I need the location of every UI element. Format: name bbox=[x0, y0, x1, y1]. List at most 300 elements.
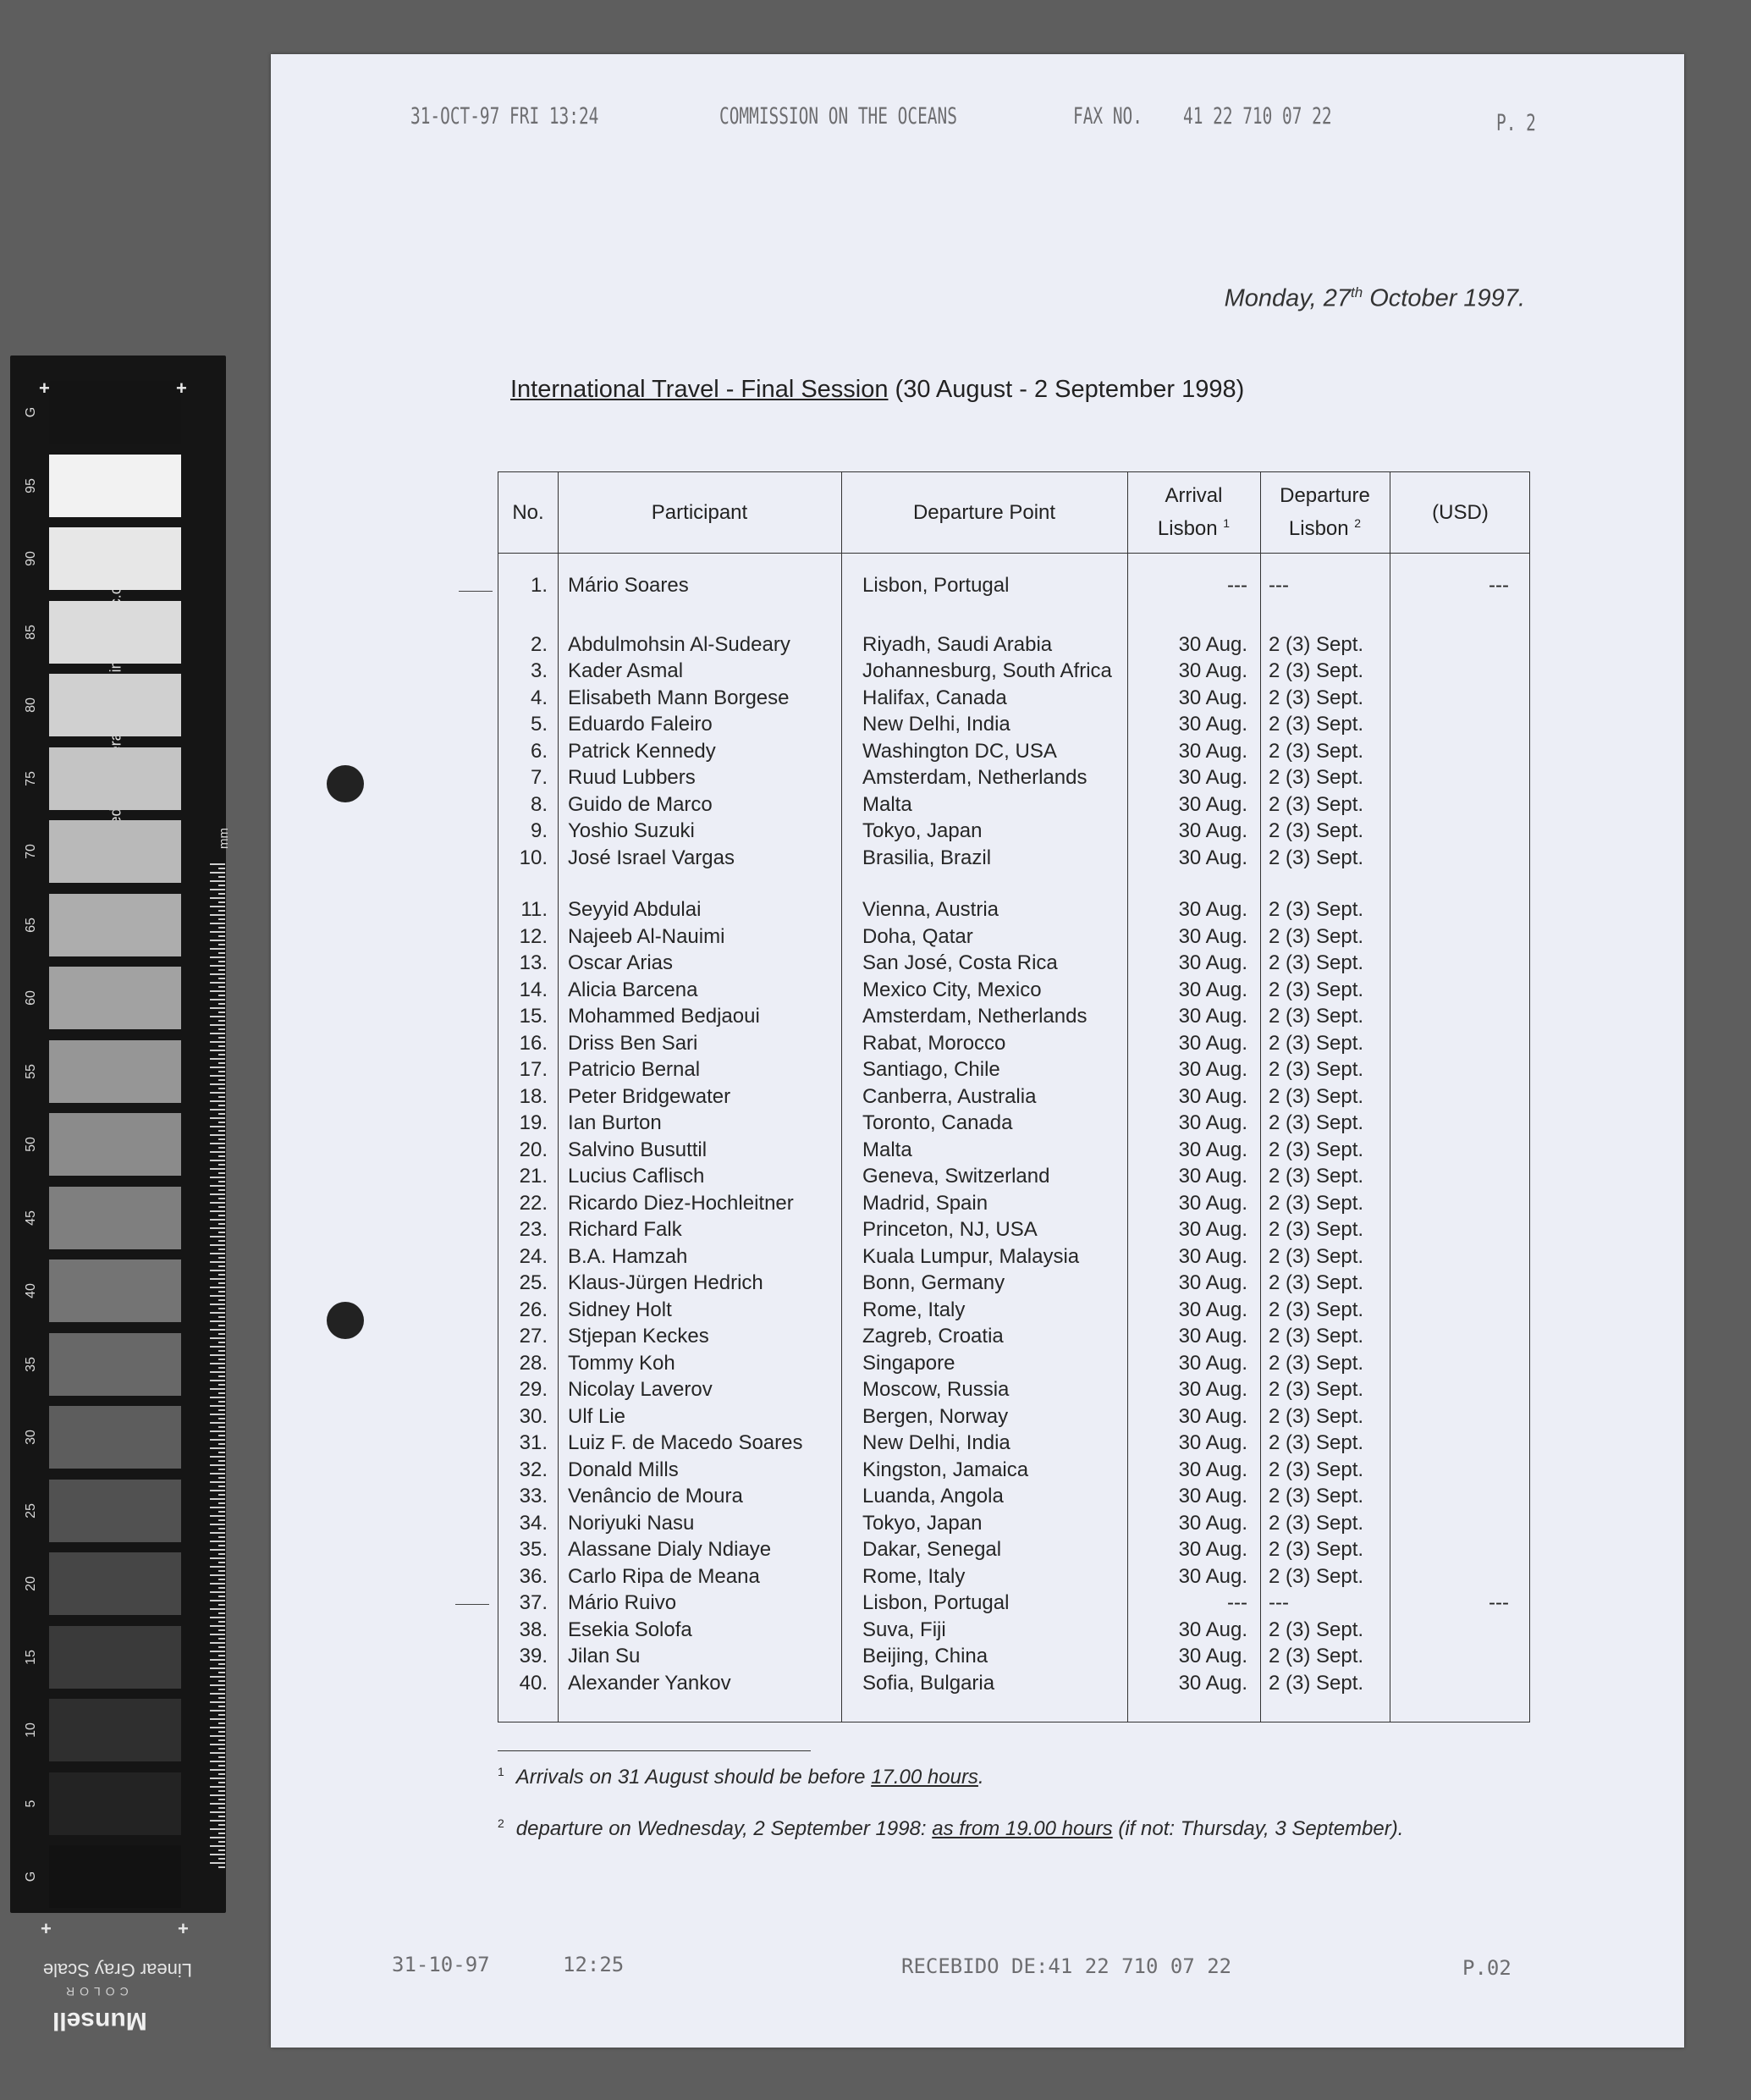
departure-lisbon: 2 (3) Sept. bbox=[1269, 1458, 1364, 1481]
row-number: 33. bbox=[519, 1485, 548, 1507]
table-row bbox=[498, 793, 1529, 819]
departure-lisbon: 2 (3) Sept. bbox=[1269, 1191, 1364, 1215]
row-number: 30. bbox=[519, 1404, 548, 1428]
gray-scale-card bbox=[10, 356, 231, 2035]
participant-name: José Israel Vargas bbox=[568, 846, 735, 869]
footnote-1: $^1$ Arrivals on 31 August should be before 17.00 hours. bbox=[498, 1765, 984, 1789]
departure-lisbon: 2 (3) Sept. bbox=[1269, 978, 1364, 1001]
punch-hole bbox=[327, 765, 364, 802]
margin-mark bbox=[459, 591, 493, 592]
fax-footer-page: P.02 bbox=[1462, 1956, 1511, 1980]
header-departure-lisbon: Departure Lisbon $^2$ bbox=[1280, 484, 1370, 540]
departure-point: Washington DC, USA bbox=[862, 739, 1057, 763]
gray-patch bbox=[49, 527, 181, 590]
departure-lisbon: 2 (3) Sept. bbox=[1269, 924, 1364, 948]
table-row bbox=[498, 1591, 1529, 1618]
table-row bbox=[498, 1218, 1529, 1244]
departure-lisbon: 2 (3) Sept. bbox=[1269, 1511, 1364, 1535]
table-row bbox=[498, 1672, 1529, 1698]
row-number: 12. bbox=[519, 924, 548, 948]
table-row bbox=[498, 1378, 1529, 1404]
arrival-lisbon: 30 Aug. bbox=[1178, 1458, 1247, 1481]
table-row bbox=[498, 1165, 1529, 1191]
departure-point: Brasilia, Brazil bbox=[862, 846, 992, 869]
arrival-lisbon: 30 Aug. bbox=[1178, 1671, 1247, 1695]
participant-name: Stjepan Keckes bbox=[568, 1325, 709, 1348]
table-row bbox=[498, 1352, 1529, 1378]
row-number: 23. bbox=[519, 1218, 548, 1241]
margin-mark bbox=[455, 1604, 489, 1605]
arrival-lisbon: 30 Aug. bbox=[1178, 924, 1247, 948]
row-number: 28. bbox=[519, 1351, 548, 1375]
table-row bbox=[498, 1058, 1529, 1084]
participant-name: Peter Bridgewater bbox=[568, 1084, 731, 1108]
arrival-lisbon: 30 Aug. bbox=[1178, 792, 1247, 816]
departure-lisbon: 2 (3) Sept. bbox=[1269, 846, 1364, 869]
departure-point: Rabat, Morocco bbox=[862, 1031, 1006, 1055]
table-row bbox=[498, 1325, 1529, 1351]
registration-mark: + bbox=[41, 1918, 52, 1939]
arrival-lisbon: 30 Aug. bbox=[1178, 819, 1247, 842]
arrival-lisbon: 30 Aug. bbox=[1178, 1618, 1247, 1641]
table-row bbox=[498, 1431, 1529, 1458]
departure-lisbon: 2 (3) Sept. bbox=[1269, 1378, 1364, 1401]
gray-patch-label: 40 bbox=[24, 1283, 38, 1298]
departure-point: Kuala Lumpur, Malaysia bbox=[862, 1244, 1080, 1268]
arrival-lisbon: 30 Aug. bbox=[1178, 1378, 1247, 1401]
fax-header-page: P. 2 bbox=[1496, 110, 1536, 136]
gray-patch bbox=[49, 747, 181, 810]
table-row bbox=[498, 1405, 1529, 1431]
departure-point: Kingston, Jamaica bbox=[862, 1458, 1029, 1481]
arrival-lisbon: 30 Aug. bbox=[1178, 659, 1247, 682]
row-number: 37. bbox=[519, 1591, 548, 1614]
departure-point: Madrid, Spain bbox=[862, 1191, 988, 1215]
gray-patch-label: 80 bbox=[24, 697, 38, 713]
header-no: No. bbox=[512, 500, 544, 524]
arrival-lisbon: 30 Aug. bbox=[1178, 898, 1247, 921]
row-number: 17. bbox=[519, 1058, 548, 1081]
fax-header-sender: COMMISSION ON THE OCEANS bbox=[719, 103, 957, 130]
arrival-lisbon: 30 Aug. bbox=[1178, 1244, 1247, 1268]
arrival-lisbon: 30 Aug. bbox=[1178, 1645, 1247, 1667]
gray-patch bbox=[49, 1626, 181, 1689]
gray-patch bbox=[49, 1699, 181, 1761]
gray-patch bbox=[49, 1845, 181, 1908]
gray-patch bbox=[49, 1772, 181, 1835]
participant-name: Kader Asmal bbox=[568, 659, 684, 682]
departure-lisbon: 2 (3) Sept. bbox=[1269, 951, 1364, 974]
gray-patch-label: 95 bbox=[24, 477, 38, 493]
departure-point: Tokyo, Japan bbox=[862, 819, 983, 842]
departure-point: Vienna, Austria bbox=[862, 898, 999, 921]
gray-patch-label: 10 bbox=[24, 1722, 38, 1738]
departure-lisbon: 2 (3) Sept. bbox=[1269, 1111, 1364, 1134]
punch-hole bbox=[327, 1302, 364, 1339]
participant-name: Salvino Busuttil bbox=[568, 1138, 708, 1161]
participant-name: Mohammed Bedjaoui bbox=[568, 1005, 760, 1028]
arrival-lisbon: 30 Aug. bbox=[1178, 686, 1247, 709]
participant-name: Najeeb Al-Nauimi bbox=[568, 924, 725, 948]
departure-point: San José, Costa Rica bbox=[862, 951, 1058, 974]
departure-lisbon: 2 (3) Sept. bbox=[1269, 1431, 1364, 1454]
arrival-lisbon: 30 Aug. bbox=[1178, 632, 1247, 656]
row-number: 39. bbox=[519, 1645, 548, 1667]
header-departure-point: Departure Point bbox=[912, 500, 1056, 524]
gray-patch-label: 5 bbox=[24, 1800, 38, 1807]
departure-point: Bergen, Norway bbox=[862, 1404, 1009, 1428]
participant-name: Yoshio Suzuki bbox=[568, 819, 695, 842]
departure-point: Beijing, China bbox=[862, 1645, 988, 1667]
departure-point: Doha, Qatar bbox=[862, 924, 973, 948]
arrival-lisbon: 30 Aug. bbox=[1178, 1511, 1247, 1535]
participant-name: Ian Burton bbox=[568, 1111, 662, 1134]
table-row bbox=[498, 1271, 1529, 1298]
gray-patch bbox=[49, 820, 181, 883]
arrival-lisbon: 30 Aug. bbox=[1178, 1191, 1247, 1215]
row-number: 9. bbox=[530, 819, 548, 842]
gray-patch-label: 60 bbox=[24, 990, 38, 1006]
departure-point: Mexico City, Mexico bbox=[862, 978, 1042, 1001]
table-row bbox=[498, 574, 1529, 600]
registration-mark: + bbox=[176, 378, 187, 399]
departure-point: Lisbon, Portugal bbox=[862, 1591, 1010, 1614]
row-number: 24. bbox=[519, 1244, 548, 1268]
participant-name: Oscar Arias bbox=[568, 951, 674, 974]
departure-lisbon: 2 (3) Sept. bbox=[1269, 792, 1364, 816]
header-arrival-lisbon: Arrival Lisbon $^1$ bbox=[1157, 484, 1231, 540]
gray-patch-label: 45 bbox=[24, 1210, 38, 1226]
departure-lisbon: 2 (3) Sept. bbox=[1269, 1138, 1364, 1161]
gray-patch-label: 30 bbox=[24, 1430, 38, 1445]
departure-point: New Delhi, India bbox=[862, 1431, 1010, 1454]
table-row bbox=[498, 1085, 1529, 1111]
gray-patch bbox=[49, 1259, 181, 1322]
departure-point: Santiago, Chile bbox=[862, 1058, 1000, 1081]
gray-patch bbox=[49, 601, 181, 664]
departure-lisbon: 2 (3) Sept. bbox=[1269, 1618, 1364, 1641]
departure-point: Amsterdam, Netherlands bbox=[862, 766, 1087, 789]
arrival-lisbon: 30 Aug. bbox=[1178, 766, 1247, 789]
departure-lisbon: 2 (3) Sept. bbox=[1269, 819, 1364, 842]
table-row bbox=[498, 846, 1529, 873]
departure-point: Canberra, Australia bbox=[862, 1084, 1037, 1108]
fax-footer-date: 31-10-97 bbox=[392, 1953, 490, 1976]
participant-name: Sidney Holt bbox=[568, 1298, 672, 1321]
departure-point: Dakar, Senegal bbox=[862, 1538, 1002, 1561]
gray-patch-label: 35 bbox=[24, 1356, 38, 1372]
gray-patch bbox=[49, 1113, 181, 1176]
arrival-lisbon: 30 Aug. bbox=[1178, 1325, 1247, 1348]
departure-lisbon: 2 (3) Sept. bbox=[1269, 1244, 1364, 1268]
departure-point: Malta bbox=[862, 1138, 912, 1161]
participant-name: Ricardo Diez-Hochleitner bbox=[568, 1191, 794, 1215]
arrival-lisbon: 30 Aug. bbox=[1178, 1271, 1247, 1294]
row-number: 35. bbox=[519, 1538, 548, 1561]
departure-lisbon: --- bbox=[1269, 1591, 1289, 1614]
table-row bbox=[498, 740, 1529, 766]
row-number: 14. bbox=[519, 978, 548, 1001]
arrival-lisbon: 30 Aug. bbox=[1178, 1058, 1247, 1081]
participant-name: Tommy Koh bbox=[568, 1351, 675, 1375]
usd-amount: --- bbox=[1489, 574, 1509, 597]
departure-point: Riyadh, Saudi Arabia bbox=[862, 632, 1053, 656]
row-number: 26. bbox=[519, 1298, 548, 1321]
row-number: 5. bbox=[530, 713, 548, 736]
arrival-lisbon: 30 Aug. bbox=[1178, 846, 1247, 869]
table-row bbox=[498, 1618, 1529, 1645]
fax-header-timestamp: 31-OCT-97 FRI 13:24 bbox=[410, 103, 599, 130]
departure-lisbon: --- bbox=[1269, 574, 1289, 597]
arrival-lisbon: 30 Aug. bbox=[1178, 1431, 1247, 1454]
arrival-lisbon: --- bbox=[1227, 1591, 1247, 1614]
row-number: 21. bbox=[519, 1165, 548, 1188]
departure-lisbon: 2 (3) Sept. bbox=[1269, 1058, 1364, 1081]
participant-name: Elisabeth Mann Borgese bbox=[568, 686, 790, 709]
registration-mark: + bbox=[39, 378, 50, 399]
gray-patch-label: 75 bbox=[24, 770, 38, 786]
row-number: 7. bbox=[530, 766, 548, 789]
fax-header-label: FAX NO. bbox=[1073, 103, 1143, 130]
departure-point: Lisbon, Portugal bbox=[862, 574, 1010, 597]
mm-ruler-fine bbox=[218, 863, 225, 1871]
departure-point: Luanda, Angola bbox=[862, 1485, 1004, 1507]
participant-name: Ulf Lie bbox=[568, 1404, 626, 1428]
table-row bbox=[498, 766, 1529, 792]
gray-patch bbox=[49, 1480, 181, 1542]
departure-lisbon: 2 (3) Sept. bbox=[1269, 1404, 1364, 1428]
table-row bbox=[498, 1032, 1529, 1058]
header-participant: Participant bbox=[651, 500, 748, 524]
gray-patch bbox=[49, 967, 181, 1029]
table-row bbox=[498, 1512, 1529, 1538]
participant-name: Alassane Dialy Ndiaye bbox=[568, 1538, 772, 1561]
gray-patch-label: 55 bbox=[24, 1063, 38, 1079]
arrival-lisbon: 30 Aug. bbox=[1178, 1111, 1247, 1134]
table-row bbox=[498, 686, 1529, 713]
arrival-lisbon: 30 Aug. bbox=[1178, 1298, 1247, 1321]
participant-name: Mário Ruivo bbox=[568, 1591, 677, 1614]
departure-point: Singapore bbox=[862, 1351, 955, 1375]
departure-lisbon: 2 (3) Sept. bbox=[1269, 1165, 1364, 1188]
table-row bbox=[498, 978, 1529, 1005]
departure-lisbon: 2 (3) Sept. bbox=[1269, 713, 1364, 736]
departure-lisbon: 2 (3) Sept. bbox=[1269, 1031, 1364, 1055]
table-row bbox=[498, 633, 1529, 659]
participant-name: Eduardo Faleiro bbox=[568, 713, 713, 736]
departure-lisbon: 2 (3) Sept. bbox=[1269, 1325, 1364, 1348]
table-row bbox=[498, 1111, 1529, 1138]
gray-patch bbox=[49, 381, 181, 444]
arrival-lisbon: 30 Aug. bbox=[1178, 978, 1247, 1001]
arrival-lisbon: 30 Aug. bbox=[1178, 1564, 1247, 1588]
arrival-lisbon: 30 Aug. bbox=[1178, 1485, 1247, 1507]
departure-lisbon: 2 (3) Sept. bbox=[1269, 898, 1364, 921]
departure-point: Princeton, NJ, USA bbox=[862, 1218, 1038, 1241]
gray-patch-label: 85 bbox=[24, 624, 38, 640]
participant-name: Alicia Barcena bbox=[568, 978, 698, 1001]
table-row bbox=[498, 898, 1529, 924]
fax-header-number: 41 22 710 07 22 bbox=[1183, 103, 1332, 130]
gray-patch-label: 15 bbox=[24, 1649, 38, 1665]
gray-patch-label: 90 bbox=[24, 551, 38, 566]
row-number: 25. bbox=[519, 1271, 548, 1294]
row-number: 29. bbox=[519, 1378, 548, 1401]
row-number: 36. bbox=[519, 1564, 548, 1588]
registration-mark: + bbox=[178, 1918, 189, 1939]
participant-name: Klaus-Jürgen Hedrich bbox=[568, 1271, 763, 1294]
row-number: 31. bbox=[519, 1431, 548, 1454]
participant-name: Guido de Marco bbox=[568, 792, 713, 816]
table-row bbox=[498, 819, 1529, 846]
arrival-lisbon: --- bbox=[1227, 574, 1247, 597]
row-number: 13. bbox=[519, 951, 548, 974]
participant-name: Alexander Yankov bbox=[568, 1671, 731, 1695]
departure-point: Moscow, Russia bbox=[862, 1378, 1010, 1401]
departure-point: Zagreb, Croatia bbox=[862, 1325, 1004, 1348]
munsell-logo-sub: COLOR bbox=[61, 1985, 129, 1998]
departure-lisbon: 2 (3) Sept. bbox=[1269, 1218, 1364, 1241]
table-row bbox=[498, 951, 1529, 978]
departure-point: Rome, Italy bbox=[862, 1298, 966, 1321]
departure-lisbon: 2 (3) Sept. bbox=[1269, 659, 1364, 682]
arrival-lisbon: 30 Aug. bbox=[1178, 1218, 1247, 1241]
gray-patch-label: G bbox=[24, 406, 38, 418]
table-row bbox=[498, 1538, 1529, 1564]
arrival-lisbon: 30 Aug. bbox=[1178, 1084, 1247, 1108]
departure-lisbon: 2 (3) Sept. bbox=[1269, 1564, 1364, 1588]
fax-footer-received: RECEBIDO DE:41 22 710 07 22 bbox=[901, 1954, 1232, 1978]
arrival-lisbon: 30 Aug. bbox=[1178, 1031, 1247, 1055]
row-number: 27. bbox=[519, 1325, 548, 1348]
arrival-lisbon: 30 Aug. bbox=[1178, 1005, 1247, 1028]
gray-patch-label: 25 bbox=[24, 1502, 38, 1519]
table-row bbox=[498, 1138, 1529, 1165]
departure-point: Tokyo, Japan bbox=[862, 1511, 983, 1535]
arrival-lisbon: 30 Aug. bbox=[1178, 1138, 1247, 1161]
table-row bbox=[498, 1192, 1529, 1218]
participant-name: Patricio Bernal bbox=[568, 1058, 701, 1081]
departure-point: Malta bbox=[862, 792, 912, 816]
header-divider bbox=[498, 553, 1529, 554]
departure-point: Rome, Italy bbox=[862, 1564, 966, 1588]
participant-name: Seyyid Abdulai bbox=[568, 898, 702, 921]
participant-name: Driss Ben Sari bbox=[568, 1031, 698, 1055]
gray-patch bbox=[49, 894, 181, 956]
row-number: 10. bbox=[519, 846, 548, 869]
departure-lisbon: 2 (3) Sept. bbox=[1269, 1671, 1364, 1695]
row-number: 20. bbox=[519, 1138, 548, 1161]
table-row bbox=[498, 713, 1529, 739]
participant-name: Jilan Su bbox=[568, 1645, 641, 1667]
departure-lisbon: 2 (3) Sept. bbox=[1269, 1645, 1364, 1667]
departure-point: Halifax, Canada bbox=[862, 686, 1007, 709]
departure-lisbon: 2 (3) Sept. bbox=[1269, 739, 1364, 763]
scale-title: Linear Gray Scale bbox=[42, 1959, 192, 1981]
departure-lisbon: 2 (3) Sept. bbox=[1269, 1298, 1364, 1321]
departure-point: Toronto, Canada bbox=[862, 1111, 1013, 1134]
row-number: 8. bbox=[530, 792, 548, 816]
participant-name: Lucius Caflisch bbox=[568, 1165, 705, 1188]
participant-name: Mário Soares bbox=[568, 574, 689, 597]
usd-amount: --- bbox=[1489, 1591, 1509, 1614]
row-number: 32. bbox=[519, 1458, 548, 1481]
gray-patch-label: 65 bbox=[24, 917, 38, 933]
departure-lisbon: 2 (3) Sept. bbox=[1269, 686, 1364, 709]
participant-name: Nicolay Laverov bbox=[568, 1378, 713, 1401]
table-row bbox=[498, 1298, 1529, 1325]
travel-table bbox=[498, 471, 1530, 1722]
departure-lisbon: 2 (3) Sept. bbox=[1269, 1271, 1364, 1294]
row-number: 34. bbox=[519, 1511, 548, 1535]
table-row bbox=[498, 1565, 1529, 1591]
gray-patch-label: G bbox=[24, 1871, 38, 1882]
gray-patch bbox=[49, 1333, 181, 1396]
participant-name: Noriyuki Nasu bbox=[568, 1511, 695, 1535]
participant-name: Carlo Ripa de Meana bbox=[568, 1564, 760, 1588]
table-row bbox=[498, 659, 1529, 686]
document-date: Monday, 27th October 1997. bbox=[1224, 284, 1525, 312]
participant-name: Luiz F. de Macedo Soares bbox=[568, 1431, 803, 1454]
row-number: 22. bbox=[519, 1191, 548, 1215]
participant-name: Richard Falk bbox=[568, 1218, 682, 1241]
table-row bbox=[498, 1485, 1529, 1511]
departure-lisbon: 2 (3) Sept. bbox=[1269, 1485, 1364, 1507]
participant-name: Abdulmohsin Al-Sudeary bbox=[568, 632, 790, 656]
gray-patch bbox=[49, 1187, 181, 1249]
departure-lisbon: 2 (3) Sept. bbox=[1269, 766, 1364, 789]
gray-patch bbox=[49, 455, 181, 517]
fax-page bbox=[271, 54, 1684, 2048]
header-usd: (USD) bbox=[1432, 500, 1489, 524]
departure-lisbon: 2 (3) Sept. bbox=[1269, 1538, 1364, 1561]
gray-patch-label: 70 bbox=[24, 844, 38, 859]
gray-patch bbox=[49, 674, 181, 736]
departure-point: Suva, Fiji bbox=[862, 1618, 946, 1641]
munsell-logo: Munsell bbox=[52, 2007, 147, 2035]
row-number: 6. bbox=[530, 739, 548, 763]
departure-point: Johannesburg, South Africa bbox=[862, 659, 1112, 682]
gray-patch bbox=[49, 1040, 181, 1103]
departure-point: Sofia, Bulgaria bbox=[862, 1671, 995, 1695]
arrival-lisbon: 30 Aug. bbox=[1178, 951, 1247, 974]
row-number: 38. bbox=[519, 1618, 548, 1641]
arrival-lisbon: 30 Aug. bbox=[1178, 1165, 1247, 1188]
departure-lisbon: 2 (3) Sept. bbox=[1269, 1005, 1364, 1028]
row-number: 4. bbox=[530, 686, 548, 709]
gray-patch bbox=[49, 1552, 181, 1615]
gray-patch-label: 50 bbox=[24, 1137, 38, 1152]
departure-point: Geneva, Switzerland bbox=[862, 1165, 1050, 1188]
departure-point: Amsterdam, Netherlands bbox=[862, 1005, 1087, 1028]
gray-patch bbox=[49, 1406, 181, 1469]
arrival-lisbon: 30 Aug. bbox=[1178, 1404, 1247, 1428]
table-row bbox=[498, 1645, 1529, 1671]
row-number: 11. bbox=[520, 898, 548, 921]
table-row bbox=[498, 1458, 1529, 1485]
arrival-lisbon: 30 Aug. bbox=[1178, 739, 1247, 763]
participant-name: Patrick Kennedy bbox=[568, 739, 716, 763]
document-title: International Travel - Final Session (30 August - 2 September 1998) bbox=[510, 376, 1245, 403]
row-number: 19. bbox=[519, 1111, 548, 1134]
participant-name: B.A. Hamzah bbox=[568, 1244, 688, 1268]
table-row bbox=[498, 1005, 1529, 1031]
table-row bbox=[498, 925, 1529, 951]
gray-patch-label: 20 bbox=[24, 1576, 38, 1591]
row-number: 2. bbox=[530, 632, 548, 656]
row-number: 16. bbox=[519, 1031, 548, 1055]
row-number: 40. bbox=[519, 1671, 548, 1695]
